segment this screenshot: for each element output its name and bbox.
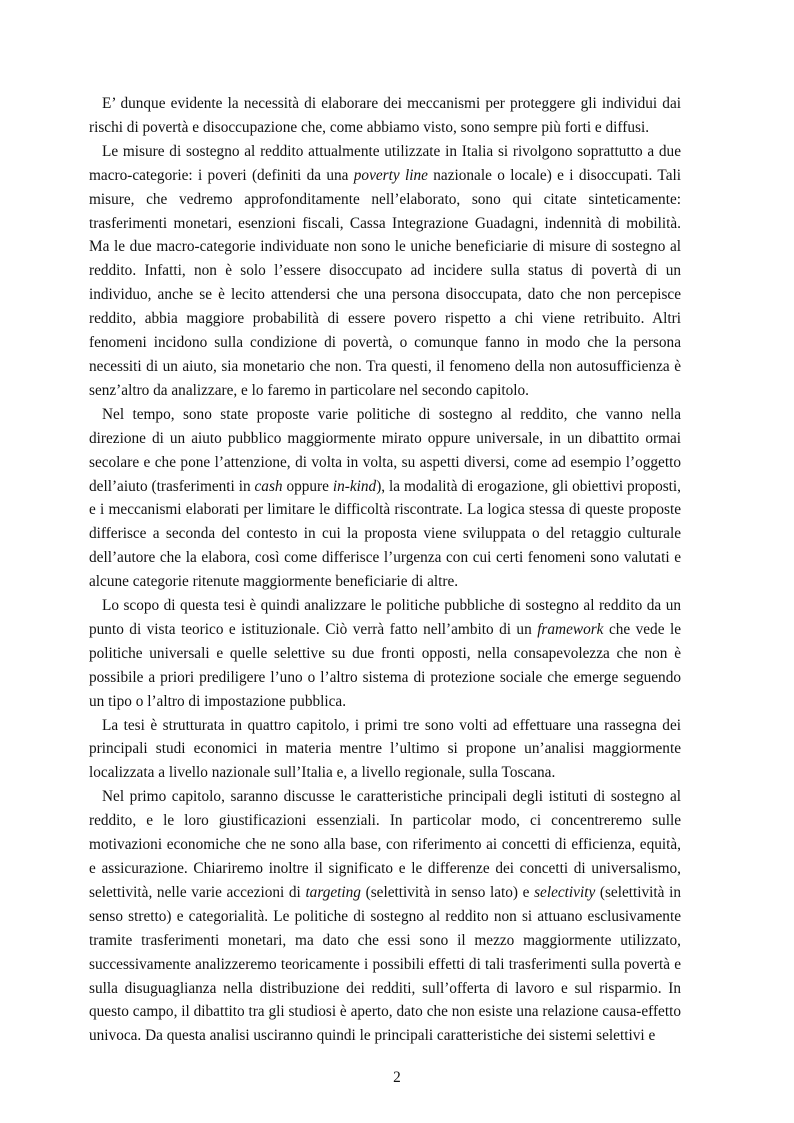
text-run: nazionale o locale) e i disoccupati. Tali misure, che vedremo approfonditamente nell’elaborato, sono qui citate sinteticamente: trasferimenti monetari, esenzioni fiscali, Cassa Integrazione Guadagni, indennità di mobilità. Ma le due macro-categorie individuate non sono le uniche beneficiarie di misure di sostegno al reddito. Infatti, non è solo l’essere disoccupato ad incidere sulla status di povertà di un individuo, anche se è lecito attendersi che una persona disoccupata, dato che non percepisce reddito, abbia maggiore probabilità di essere povero rispetto a chi viene retribuito. Altri fenomeni incidono sulla condizione di povertà, o comunque fanno in modo che la persona necessiti di un aiuto, sia monetario che non. Tra questi, il fenomeno della non autosufficienza è senz’altro da analizzare, e lo faremo in particolare nel secondo capitolo. [89, 166, 681, 399]
italic-term: selectivity [534, 883, 596, 901]
text-run: ), la modalità di erogazione, gli obiettivi proposti, e i meccanismi elaborati per limitare le difficoltà riscontrate. La logica stessa di queste proposte differisce a seconda del contesto in cui la proposta viene sviluppata o del retaggio culturale dell’autore che la elabora, così come differisce l’urgenza con cui certi fenomeni sono valutati e alcune categorie ritenute maggiormente beneficiarie di altre. [89, 477, 681, 591]
text-run: che vede le politiche universali e quelle selettive su due fronti opposti, nella consapevolezza che non è possibile a priori prediligere l’uno o l’altro sistema di protezione sociale che emerge seguendo un tipo o l’altro di impostazione pubblica. [89, 620, 681, 710]
text-run: Le misure di sostegno al reddito attualmente utilizzate in Italia si rivolgono soprattutto a due macro-categorie: i poveri (definiti da una [89, 142, 681, 184]
paragraph-5 [89, 714, 681, 786]
page-number: 2 [393, 1069, 401, 1086]
text-run: Nel primo capitolo, saranno discusse le caratteristiche principali degli istituti di sostegno al reddito, e le loro giustificazioni essenziali. In particolar modo, ci concentreremo sulle motivazioni economiche che ne sono alla base, con riferimento ai concetti di efficienza, equità, e assicurazione. Chiariremo inoltre il significato e le differenze dei concetti di universalismo, selettività, nelle varie accezioni di [89, 788, 681, 901]
text-run: oppure [282, 477, 333, 495]
paragraph-1 [89, 92, 681, 140]
text-run: La tesi è strutturata in quattro capitolo, i primi tre sono volti ad effettuare una rassegna dei principali studi economici in materia mentre l’ultimo si propone un’analisi maggiormente localizzata a livello nazionale sull’Italia e, a livello regionale, sulla Toscana. [89, 716, 681, 782]
italic-term: targeting [305, 883, 361, 901]
paragraph-4 [89, 594, 681, 714]
paragraph-3 [89, 403, 681, 594]
text-run: Lo scopo di questa tesi è quindi analizzare le politiche pubbliche di sostegno al reddito da un punto di vista teorico e istituzionale. Ciò verrà fatto nell’ambito di un [89, 597, 681, 638]
text-run: (selettività in senso stretto) e categorialità. Le politiche di sostegno al reddito non si attuano esclusivamente tramite trasferimenti monetari, ma dato che essi sono il mezzo maggiormente utilizzato, successivamente analizzeremo teoricamente i possibili effetti di tali trasferimenti sulla povertà e sulla disuguaglianza nella distribuzione dei redditi, sull’offerta di lavoro e sul risparmio. In questo campo, il dibattito tra gli studiosi è aperto, dato che non esiste una relazione causa-effetto univoca. Da questa analisi usciranno quindi le principali caratteristiche dei sistemi selettivi e [89, 883, 681, 1045]
italic-term: poverty line [353, 166, 428, 184]
text-run: (selettività in senso lato) e [360, 883, 535, 901]
text-run: E’ dunque evidente la necessità di elaborare dei meccanismi per proteggere gli individui dai rischi di povertà e disoccupazione che, come abbiamo visto, sono sempre più forti e diffusi. [89, 95, 681, 136]
paragraph-2 [89, 140, 681, 403]
italic-term: cash [254, 477, 283, 495]
text-run: Nel tempo, sono state proposte varie politiche di sostegno al reddito, che vanno nella direzione di un aiuto pubblico maggiormente mirato oppure universale, in un dibattito ormai secolare e che pone l’attenzione, di volta in volta, su aspetti diversi, come ad esempio l’oggetto dell’aiuto (trasferimenti in [89, 405, 681, 495]
italic-term: in-kind [332, 477, 377, 495]
italic-term: framework [537, 620, 604, 638]
document-body [89, 92, 681, 1048]
paragraph-6 [89, 785, 681, 1048]
